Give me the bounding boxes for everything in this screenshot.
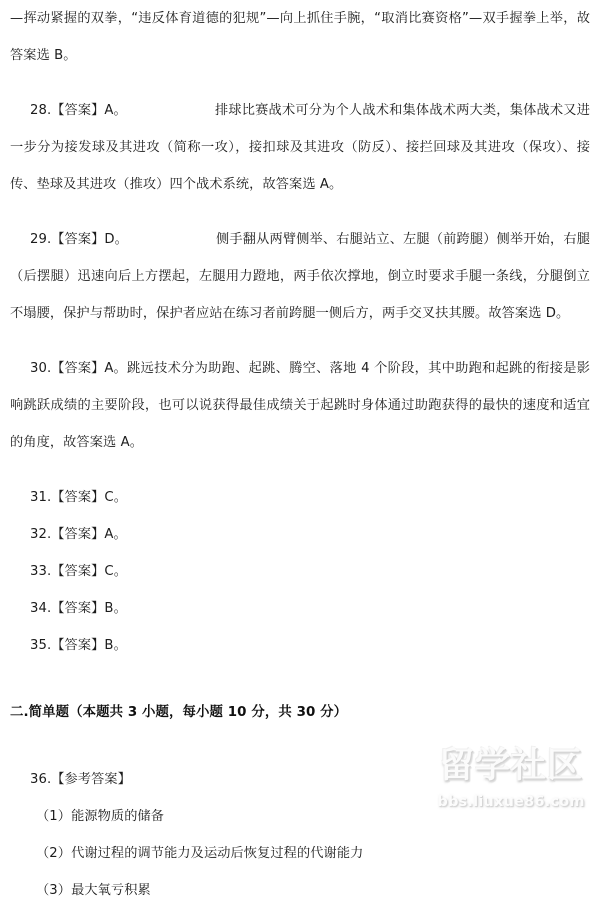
spacer <box>10 731 590 761</box>
watermark-url: bbs.liuxue86.com <box>437 794 585 810</box>
question-36-label: 36.【参考答案】 <box>30 772 131 787</box>
section-heading: 二.简单题（本题共 3 小题，每小题 10 分，共 30 分） <box>10 705 348 720</box>
explanation-item-28 <box>10 92 590 203</box>
watermark-title: 留学社区 <box>438 746 583 786</box>
explanation-text-28: 排球比赛战术可分为个人战术和集体战术两大类，集体战术又进一步分为接发球及其进攻（简称一攻），接扣球及其进攻（防反）、接拦回球及其进攻（保攻）、接传、垫球及其进攻（推攻）四个战术系统，故答案选 A。 <box>10 103 590 192</box>
explanation-item-29 <box>10 221 590 332</box>
continued-paragraph: —挥动紧握的双拳，“违反体育道德的犯规”—向上抓住手腕，“取消比赛资格”—双手握拳上举，故答案选 B。 <box>10 11 590 63</box>
spacer <box>10 664 590 694</box>
question-36-item-3: （3）最大氧亏积累 <box>36 883 151 898</box>
short-answer-34: 34.【答案】B。 <box>30 601 127 616</box>
answer-tag-30: 30.【答案】A。 <box>30 361 127 376</box>
short-answer-35: 35.【答案】B。 <box>30 638 127 653</box>
explanation-text-29: 侧手翻从两臂侧举、右腿站立、左腿（前跨腿）侧举开始，右腿（后摆腿）迅速向后上方摆起，左腿用力蹬地，两手依次撑地，倒立时要求手腿一条线，分腿倒立不塌腰，保护与帮助时，保护者应站在练习者前跨腿一侧后方，两手交叉扶其腰。故答案选 D。 <box>10 232 590 321</box>
explanation-text-30: 跳远技术分为助跑、起跳、腾空、落地 4 个阶段，其中助跑和起跳的衔接是影响跳跃成绩的主要阶段，也可以说获得最佳成绩关于起跳时身体通过助跑获得的最快的速度和适宜的角度，故答案选 A。 <box>10 361 590 450</box>
spacer <box>10 461 590 479</box>
question-36-item-2: （2）代谢过程的调节能力及运动后恢复过程的代谢能力 <box>36 846 364 861</box>
spacer <box>10 332 590 350</box>
question-36-item-1: （1）能源物质的储备 <box>36 809 165 824</box>
answer-tag-28: 28.【答案】A。 <box>30 103 127 118</box>
answer-tag-29: 29.【答案】D。 <box>30 232 128 247</box>
explanation-item-30 <box>10 350 590 461</box>
short-answer-31: 31.【答案】C。 <box>30 490 128 505</box>
short-answer-32: 32.【答案】A。 <box>30 527 127 542</box>
spacer <box>10 74 590 92</box>
spacer <box>10 203 590 221</box>
document-body <box>10 0 590 909</box>
short-answer-33: 33.【答案】C。 <box>30 564 128 579</box>
